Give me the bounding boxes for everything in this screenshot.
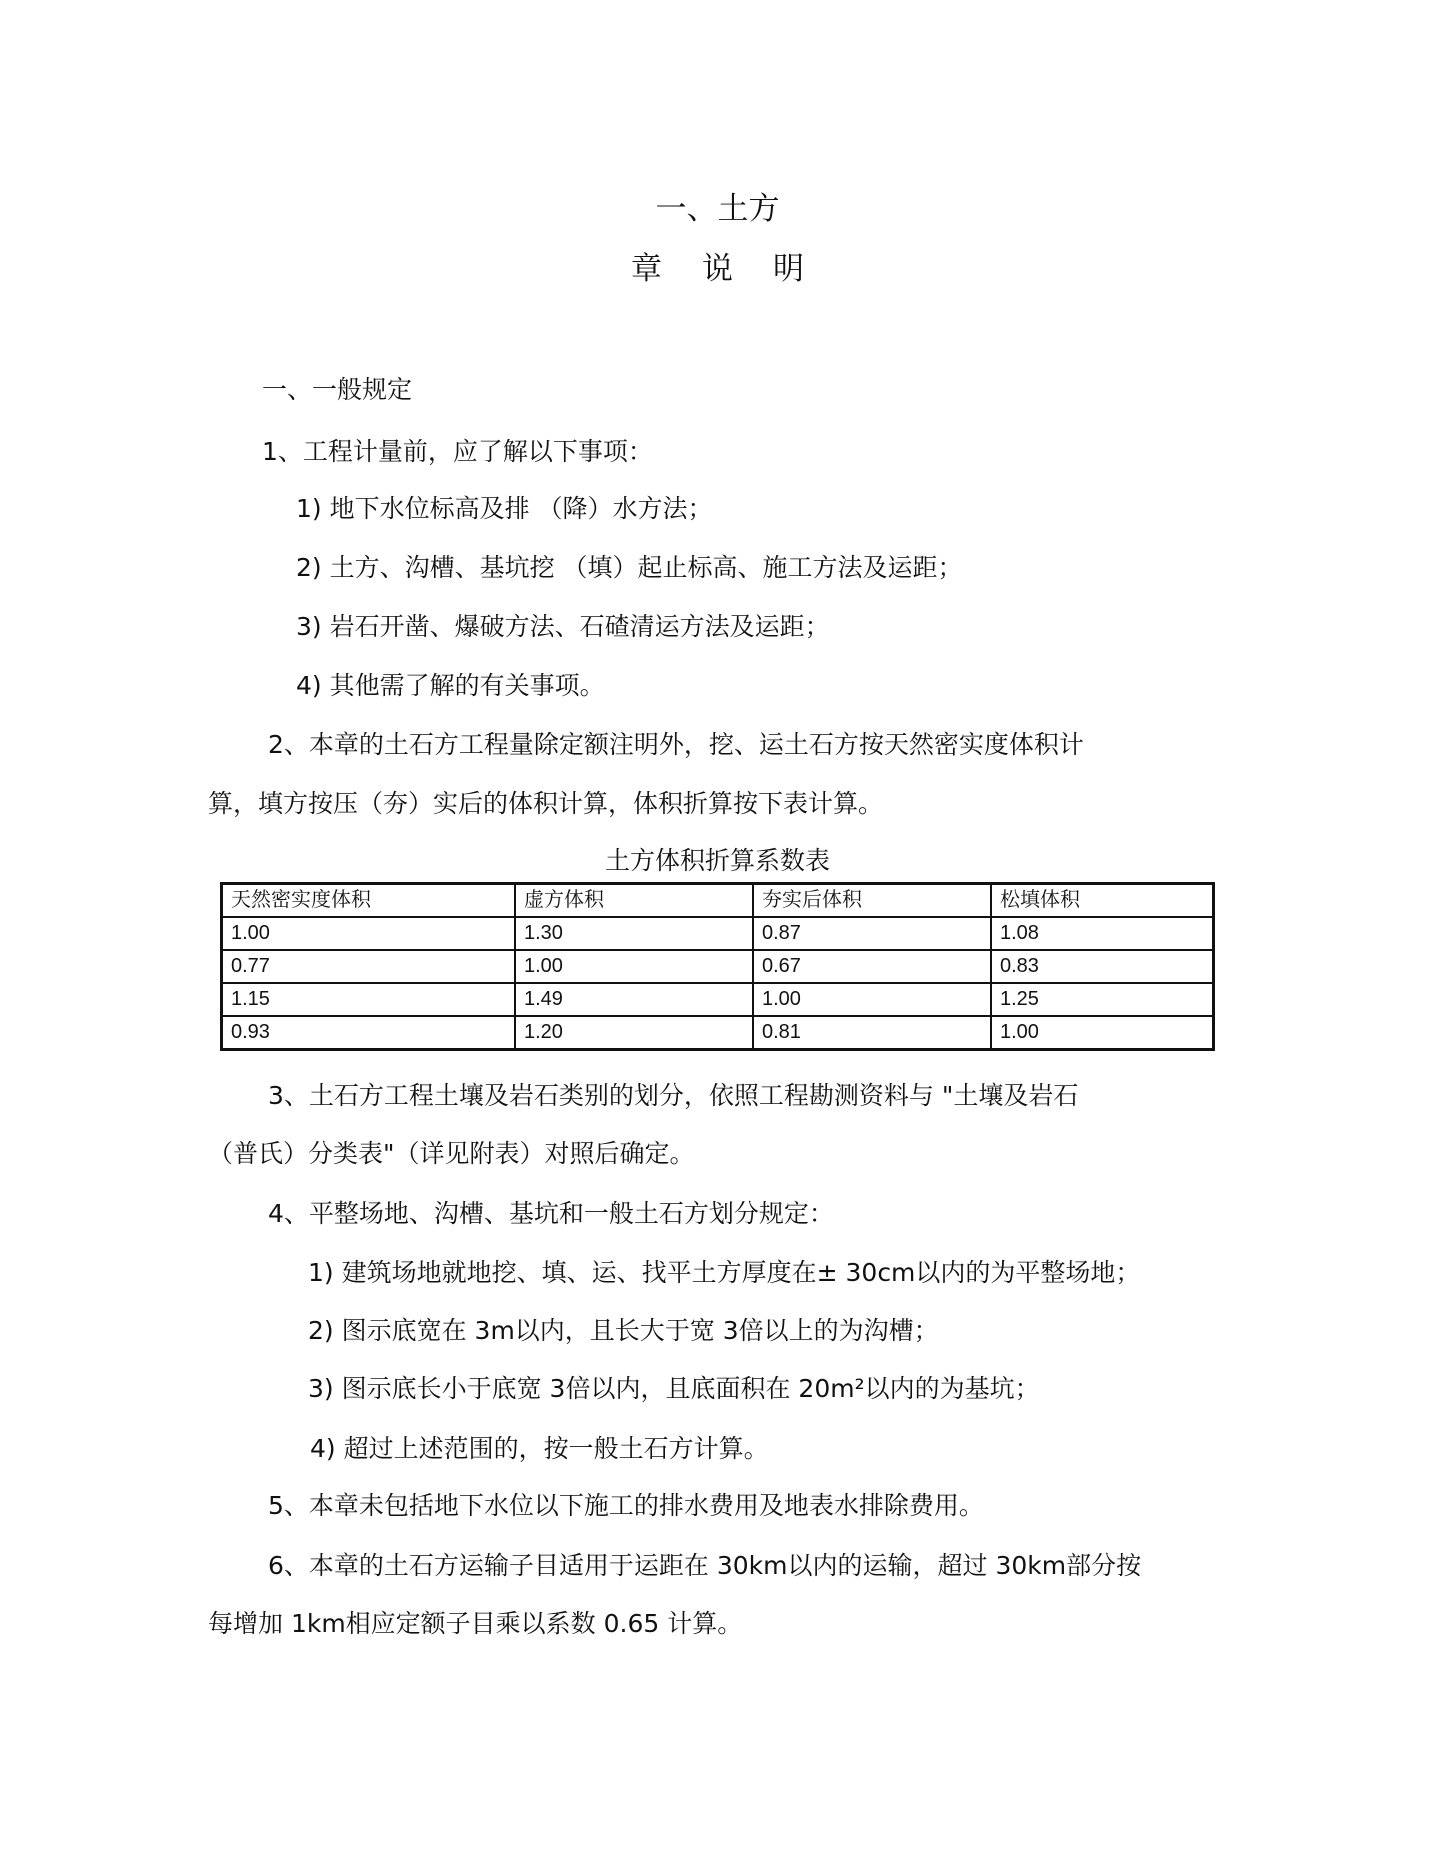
- header-cell: 天然密实度体积: [222, 884, 516, 918]
- paragraph-2-line-2: 算，填方按压（夯）实后的体积计算，体积折算按下表计算。: [208, 789, 884, 818]
- table-cell: 1.00: [515, 950, 753, 983]
- conversion-table: [220, 882, 1215, 1051]
- paragraph-3-line-1: 3、土石方工程土壤及岩石类别的划分，依照工程勘测资料与 "土壤及岩石: [268, 1081, 1079, 1110]
- table-caption: 土方体积折算系数表: [604, 846, 830, 875]
- item-1-4: 4) 其他需了解的有关事项。: [296, 671, 605, 700]
- table-cell: 1.08: [991, 917, 1214, 950]
- paragraph-3-line-2: （普氏）分类表"（详见附表）对照后确定。: [208, 1139, 695, 1168]
- table-cell: 1.00: [222, 917, 516, 950]
- section-heading: 一、一般规定: [262, 375, 413, 404]
- paragraph-6-line-1: 6、本章的土石方运输子目适用于运距在 30km以内的运输，超过 30km部分按: [268, 1551, 1142, 1580]
- table-cell: 1.20: [515, 1016, 753, 1050]
- paragraph-4: 4、平整场地、沟槽、基坑和一般土石方划分规定：: [268, 1199, 834, 1228]
- table-cell: 0.87: [753, 917, 991, 950]
- table-cell: 0.93: [222, 1016, 516, 1050]
- header-cell: 夯实后体积: [753, 884, 991, 918]
- table-cell: 0.81: [753, 1016, 991, 1050]
- table-header-row: [222, 884, 1214, 918]
- table-cell: 1.30: [515, 917, 753, 950]
- header-cell: 松填体积: [991, 884, 1214, 918]
- table-cell: 1.00: [991, 1016, 1214, 1050]
- table-cell: 0.67: [753, 950, 991, 983]
- table-cell: 0.77: [222, 950, 516, 983]
- item-4-3: 3) 图示底长小于底宽 3倍以内，且底面积在 20m²以内的为基坑；: [308, 1374, 1040, 1403]
- table-cell: 1.15: [222, 983, 516, 1016]
- item-4-1: 1) 建筑场地就地挖、填、运、找平土方厚度在± 30cm以内的为平整场地；: [308, 1258, 1141, 1287]
- table-row: [222, 950, 1214, 983]
- item-1-3: 3) 岩石开凿、爆破方法、石碴清运方法及运距；: [296, 612, 830, 641]
- paragraph-2-line-1: 2、本章的土石方工程量除定额注明外，挖、运土石方按天然密实度体积计: [268, 730, 1084, 759]
- table-cell: 1.49: [515, 983, 753, 1016]
- table-row: [222, 1016, 1214, 1050]
- paragraph-5: 5、本章未包括地下水位以下施工的排水费用及地表水排除费用。: [268, 1491, 984, 1520]
- table-cell: 1.00: [753, 983, 991, 1016]
- table-cell: 0.83: [991, 950, 1214, 983]
- table-row: [222, 917, 1214, 950]
- table-cell: 1.25: [991, 983, 1214, 1016]
- paragraph-1: 1、工程计量前，应了解以下事项：: [262, 437, 653, 466]
- item-4-2: 2) 图示底宽在 3m以内，且长大于宽 3倍以上的为沟槽；: [308, 1316, 939, 1345]
- chapter-subtitle: 章说明: [631, 251, 844, 287]
- header-cell: 虚方体积: [515, 884, 753, 918]
- item-1-2: 2) 土方、沟槽、基坑挖 （填）起止标高、施工方法及运距；: [296, 553, 963, 582]
- chapter-title: 一、土方: [655, 191, 780, 227]
- paragraph-6-line-2: 每增加 1km相应定额子目乘以系数 0.65 计算。: [208, 1609, 743, 1638]
- item-4-4: 4) 超过上述范围的，按一般土石方计算。: [310, 1434, 769, 1463]
- item-1-1: 1) 地下水位标高及排 （降）水方法；: [296, 494, 713, 523]
- table-row: [222, 983, 1214, 1016]
